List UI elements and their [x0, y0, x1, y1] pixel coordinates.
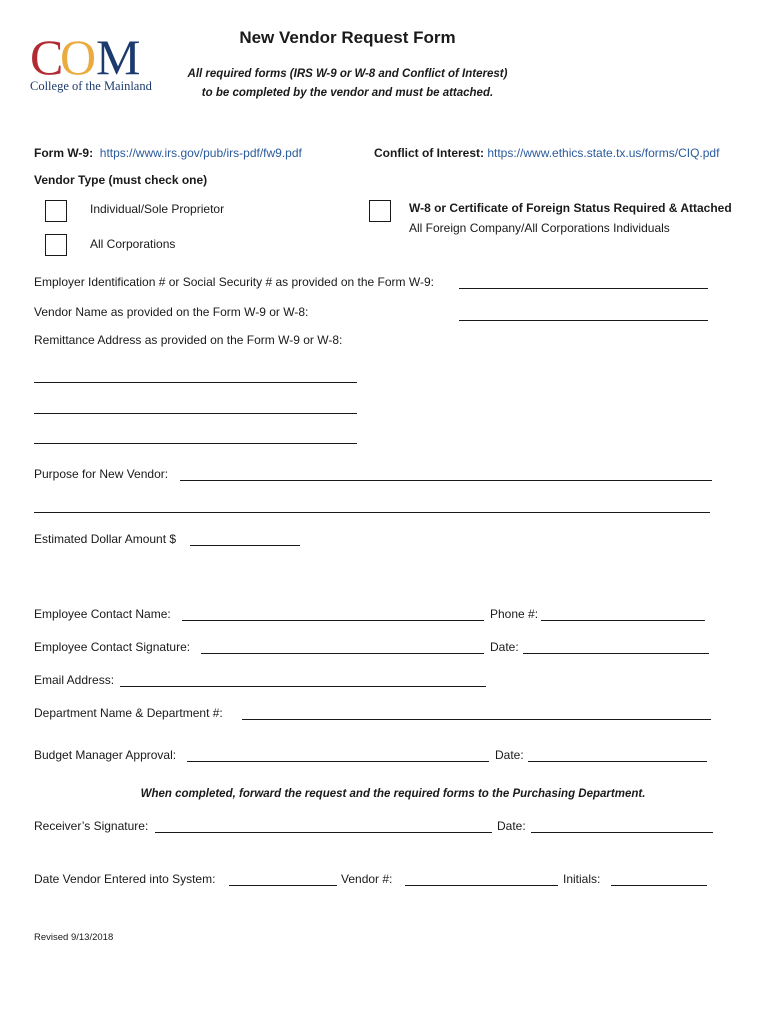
date-entered-field[interactable] [229, 885, 337, 886]
phone-field[interactable] [541, 620, 705, 621]
option-foreign-sublabel: All Foreign Company/All Corporations Individuals [409, 221, 670, 235]
budget-manager-field[interactable] [187, 761, 489, 762]
checkbox-corporations[interactable] [45, 234, 67, 256]
logo-letter-o: O [60, 29, 97, 85]
purpose-label: Purpose for New Vendor: [34, 467, 169, 481]
vendor-number-label: Vendor #: [341, 872, 393, 886]
email-field[interactable] [120, 686, 486, 687]
w9-label: Form W-9: [34, 146, 94, 160]
receiver-label: Receiver’s Signature: [34, 819, 149, 833]
remittance-label: Remittance Address as provided on the Form W-9 or W-8: [34, 333, 343, 347]
initials-label: Initials: [563, 872, 601, 886]
remittance-line-3[interactable] [34, 443, 357, 444]
initials-field[interactable] [611, 885, 707, 886]
vendor-name-field[interactable] [459, 320, 708, 321]
department-field[interactable] [242, 719, 711, 720]
checkbox-individual[interactable] [45, 200, 67, 222]
signature-field[interactable] [201, 653, 484, 654]
date-2-label: Date: [495, 748, 524, 762]
date-1-field[interactable] [523, 653, 709, 654]
vendor-type-heading: Vendor Type (must check one) [34, 173, 208, 187]
subtitle-line-2: to be completed by the vendor and must be attached. [201, 87, 494, 99]
option-individual-label: Individual/Sole Proprietor [90, 202, 225, 216]
logo-tagline: College of the Mainland [30, 79, 152, 93]
purpose-field[interactable] [180, 480, 712, 481]
remittance-line-2[interactable] [34, 413, 357, 414]
contact-name-field[interactable] [182, 620, 484, 621]
date-1-label: Date: [490, 640, 519, 654]
logo-letter-c: C [30, 29, 64, 85]
coi-link-row [374, 146, 719, 160]
subtitle-line-1: All required forms (IRS W-9 or W-8 and Conflict of Interest) [187, 68, 508, 80]
option-foreign-label: W-8 or Certificate of Foreign Status Required & Attached [409, 201, 732, 215]
estimated-label: Estimated Dollar Amount $ [34, 532, 177, 546]
vendor-number-field[interactable] [405, 885, 558, 886]
logo-letter-m: M [96, 29, 141, 85]
ein-field[interactable] [459, 288, 708, 289]
signature-label: Employee Contact Signature: [34, 640, 191, 654]
w9-link-row [34, 146, 302, 160]
department-label: Department Name & Department #: [34, 706, 223, 720]
date-3-label: Date: [497, 819, 526, 833]
instruction-text: When completed, forward the request and the required forms to the Purchasing Department. [140, 788, 646, 800]
purpose-field-2[interactable] [34, 512, 710, 513]
coi-link[interactable]: https://www.ethics.state.tx.us/forms/CIQ.pdf [487, 146, 720, 160]
option-corporations-label: All Corporations [90, 237, 176, 251]
phone-label: Phone #: [490, 607, 539, 621]
vendor-name-label: Vendor Name as provided on the Form W-9 or W-8: [34, 305, 309, 319]
coi-label: Conflict of Interest: [374, 146, 484, 160]
remittance-line-1[interactable] [34, 382, 357, 383]
checkbox-foreign[interactable] [369, 200, 391, 222]
email-label: Email Address: [34, 673, 115, 687]
budget-manager-label: Budget Manager Approval: [34, 748, 177, 762]
contact-name-label: Employee Contact Name: [34, 607, 171, 621]
w9-link[interactable]: https://www.irs.gov/pub/irs-pdf/fw9.pdf [99, 146, 302, 160]
page-title: New Vendor Request Form [239, 28, 456, 47]
date-entered-label: Date Vendor Entered into System: [34, 872, 216, 886]
ein-label: Employer Identification # or Social Security # as provided on the Form W-9: [34, 275, 434, 289]
estimated-field[interactable] [190, 545, 300, 546]
revised-date: Revised 9/13/2018 [34, 932, 114, 943]
date-3-field[interactable] [531, 832, 713, 833]
receiver-field[interactable] [155, 832, 492, 833]
date-2-field[interactable] [528, 761, 707, 762]
